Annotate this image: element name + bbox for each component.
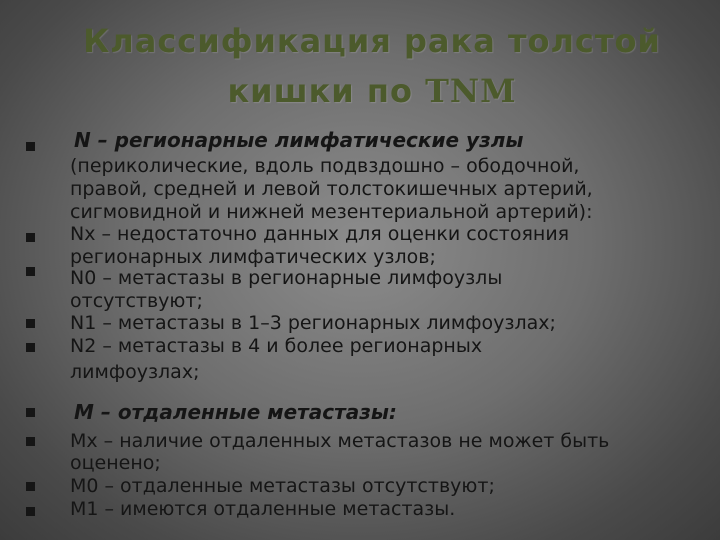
text-line: Mx – наличие отдаленных метастазов не может быть [70, 430, 610, 452]
bullet-icon [26, 267, 35, 276]
slide-title-line-2 [12, 72, 720, 110]
text-line: лимфоузлах; [70, 361, 200, 383]
bullet-icon [26, 142, 35, 151]
text-line: N2 – метастазы в 4 и более регионарных [70, 335, 483, 357]
text-line: M1 – имеются отдаленные метастазы. [70, 498, 456, 520]
bullet-icon [26, 507, 35, 516]
bullet-icon [26, 437, 35, 446]
bullet-icon [26, 233, 35, 242]
title-tnm: TNM [425, 72, 517, 110]
slide-title-line-1: Классификация рака толстой [83, 22, 661, 60]
text-line: (периколические, вдоль подвздошно – ободочной, [70, 155, 580, 177]
text-line: N1 – метастазы в 1–3 регионарных лимфоузлах; [70, 312, 556, 334]
text-line: Nx – недостаточно данных для оценки состояния [70, 223, 570, 245]
section-header-n: N – регионарные лимфатические узлы [74, 128, 524, 152]
bullet-icon [26, 482, 35, 491]
text-line: M0 – отдаленные метастазы отсутствуют; [70, 475, 495, 497]
text-line: оценено; [70, 452, 161, 474]
text-line: N0 – метастазы в регионарные лимфоузлы [70, 267, 503, 289]
text-line: регионарных лимфатических узлов; [70, 246, 436, 268]
text-line: правой, средней и левой толстокишечных артерий, [70, 178, 593, 200]
section-header-m: M – отдаленные метастазы: [74, 400, 397, 424]
text-line: сигмовидной и нижней мезентериальной артерий): [70, 201, 593, 223]
bullet-icon [26, 343, 35, 352]
bullet-icon [26, 408, 35, 417]
bullet-icon [26, 319, 35, 328]
text-line: отсутствуют; [70, 290, 203, 312]
title-prefix: кишки по [227, 72, 426, 110]
